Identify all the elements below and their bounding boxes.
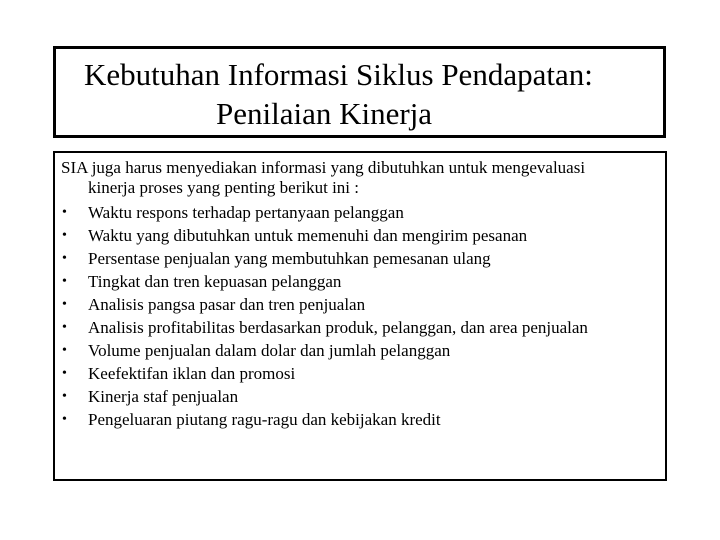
list-item-text: Volume penjualan dalam dolar dan jumlah pelanggan <box>88 341 451 360</box>
bullet-icon: • <box>62 320 67 335</box>
intro-line-1: SIA juga harus menyediakan informasi yang dibutuhkan untuk mengevaluasi <box>61 158 586 177</box>
list-item-text: Pengeluaran piutang ragu-ragu dan kebijakan kredit <box>88 410 441 429</box>
list-item-text: Persentase penjualan yang membutuhkan pemesanan ulang <box>88 249 491 268</box>
list-item <box>61 224 588 247</box>
intro-paragraph <box>61 158 661 198</box>
list-item <box>61 270 588 293</box>
list-item-text: Analisis pangsa pasar dan tren penjualan <box>88 295 366 314</box>
list-item <box>61 247 588 270</box>
bullet-icon: • <box>62 412 67 427</box>
list-item-text: Analisis profitabilitas berdasarkan produk, pelanggan, dan area penjualan <box>88 318 588 337</box>
bullet-icon: • <box>62 389 67 404</box>
bullet-icon: • <box>62 274 67 289</box>
list-item <box>61 316 588 339</box>
list-item-text: Kinerja staf penjualan <box>88 387 239 406</box>
bullet-icon: • <box>62 228 67 243</box>
intro-line-2: kinerja proses yang penting berikut ini : <box>88 178 359 197</box>
list-item-text: Keefektifan iklan dan promosi <box>88 364 296 383</box>
list-item-text: Waktu respons terhadap pertanyaan pelanggan <box>88 203 404 222</box>
list-item <box>61 362 588 385</box>
list-item <box>61 339 588 362</box>
bullet-icon: • <box>62 297 67 312</box>
slide-title-line-2: Penilaian Kinerja <box>216 96 433 131</box>
bullet-icon: • <box>62 366 67 381</box>
list-item <box>61 408 588 431</box>
content-box <box>53 151 667 481</box>
title-box <box>53 46 666 138</box>
list-item-text: Tingkat dan tren kepuasan pelanggan <box>88 272 342 291</box>
list-item <box>61 385 588 408</box>
slide-title-line-1: Kebutuhan Informasi Siklus Pendapatan: <box>84 57 593 92</box>
list-item-text: Waktu yang dibutuhkan untuk memenuhi dan mengirim pesanan <box>88 226 528 245</box>
bullet-icon: • <box>62 251 67 266</box>
list-item <box>61 201 588 224</box>
bullet-icon: • <box>62 343 67 358</box>
bullet-list <box>61 201 588 431</box>
bullet-icon: • <box>62 205 67 220</box>
list-item <box>61 293 588 316</box>
